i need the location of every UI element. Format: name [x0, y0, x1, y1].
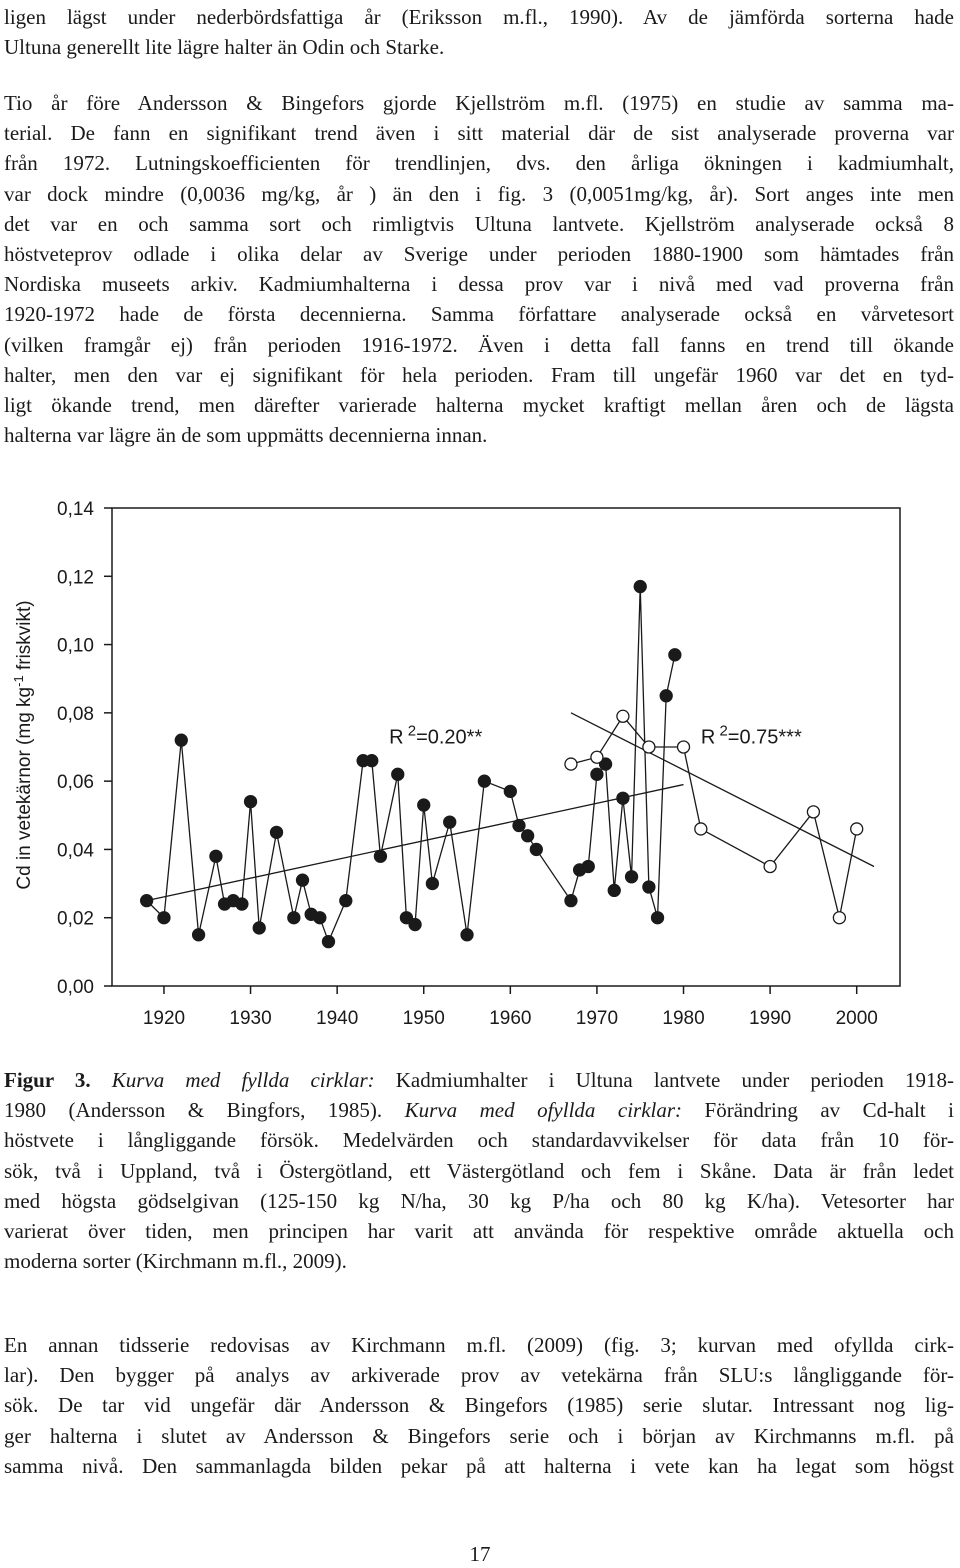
- data-point-filled: [418, 799, 430, 811]
- data-point-open: [591, 751, 603, 763]
- data-point-filled: [158, 912, 170, 924]
- page-number: 17: [469, 1542, 491, 1566]
- data-point-open: [764, 861, 776, 873]
- caption-line: med högsta gödselgivan (125-150 kg N/ha, 30 kg P/ha och 80 kg K/ha). Vetesorter har: [4, 1188, 954, 1213]
- data-point-filled: [504, 785, 516, 797]
- text-line: lar). Den bygger på analys av arkiverade prov av vetekärna från SLU:s långliggande för-: [4, 1363, 954, 1388]
- data-point-open: [695, 823, 707, 835]
- caption-line: sök, två i Uppland, två i Östergötland, ett Västergötland och fem i Skåne. Data är från ledet: [4, 1158, 954, 1183]
- data-point-filled: [522, 830, 534, 842]
- data-point-filled: [565, 895, 577, 907]
- data-point-filled: [652, 912, 664, 924]
- y-tick-label: 0,12: [57, 567, 94, 589]
- r-squared-label: R $^2$=0.75***: [700, 722, 802, 749]
- data-point-filled: [634, 581, 646, 593]
- data-point-filled: [478, 775, 490, 787]
- paragraph-kirchmann: [4, 1330, 954, 1481]
- data-point-filled: [444, 816, 456, 828]
- data-point-filled: [236, 898, 248, 910]
- text-line: ligt ökande trend, men därefter varierade halterna mycket kraftigt mellan åren och de lägsta: [4, 392, 954, 417]
- caption-text: 1980 (Andersson & Bingfors, 1985).: [4, 1098, 405, 1123]
- text-line: ligen lägst under nederbördsfattiga år (Eriksson m.fl., 1990). Av de jämförda sorterna hade: [4, 5, 954, 29]
- text-line: Nordiska museets arkiv. Kadmiumhalterna i dessa prov var i nivå med vad proverna från: [4, 272, 954, 297]
- caption-emphasis: Kurva med fyllda cirklar:: [111, 1068, 375, 1092]
- text-line: Ultuna generellt lite lägre halter än Odin och Starke.: [4, 35, 445, 60]
- data-point-filled: [245, 796, 257, 808]
- figure-caption: [4, 1065, 954, 1276]
- text-line: halterna var lägre än de som uppmätts decennierna innan.: [4, 423, 488, 448]
- data-point-filled: [314, 912, 326, 924]
- data-point-filled: [175, 734, 187, 746]
- text-line: samma nivå. Den sammanlagda bilden pekar på att halterna i vete kan ha legat som högst: [4, 1453, 954, 1478]
- data-point-filled: [210, 850, 222, 862]
- y-tick-label: 0,02: [57, 908, 94, 930]
- data-point-filled: [530, 843, 542, 855]
- x-tick-label: 1930: [229, 1008, 272, 1029]
- data-point-filled: [366, 755, 378, 767]
- text-line: från 1972. Lutningskoefficienten för trendlinjen, dvs. den årliga ökningen i kadmiumhalt,: [4, 151, 954, 176]
- y-tick-label: 0,06: [57, 772, 94, 794]
- caption-line: varierat över tiden, men principen har varit att använda för respektive område aktuella och: [4, 1218, 954, 1243]
- data-point-filled: [626, 871, 638, 883]
- series-lines: [147, 587, 857, 942]
- y-tick-label: 0,10: [57, 635, 94, 657]
- r-squared-label: R $^2$=0.20**: [389, 722, 483, 749]
- data-point-filled: [409, 919, 421, 931]
- x-tick-label: 1970: [575, 1008, 619, 1029]
- text-line: Tio år före Andersson & Bingefors gjorde Kjellström m.fl. (1975) en studie av samma ma-: [4, 91, 954, 115]
- text-line: det var en och samma sort och rimligtvis Ultuna lantvete. Kjellström analyserade också 8: [4, 211, 954, 236]
- data-point-filled: [643, 881, 655, 893]
- data-point-filled: [660, 690, 672, 702]
- text-line: sök. De tar vid ungefär där Andersson & Bingefors (1985) serie slutar. Intressant nog lig-: [4, 1393, 954, 1418]
- y-tick-label: 0,04: [57, 840, 94, 862]
- x-tick-label: 1950: [402, 1008, 445, 1029]
- data-point-filled: [608, 884, 620, 896]
- paragraph-intro: [4, 2, 954, 62]
- trendline: [147, 785, 684, 901]
- data-point-filled: [322, 936, 334, 948]
- caption-emphasis: Kurva med ofyllda cirklar:: [404, 1098, 683, 1123]
- y-axis-label: Cd in vetekärnor (mg $kg^{-1}$ friskvikt): [11, 600, 35, 890]
- caption-line: [4, 1065, 954, 1095]
- data-point-filled: [374, 850, 386, 862]
- text-line: terial. De fann en signifikant trend även i sitt material där de sist analyserade proverna var: [4, 121, 954, 146]
- data-point-filled: [426, 878, 438, 890]
- caption-label: Figur 3.: [4, 1068, 91, 1092]
- data-point-filled: [582, 861, 594, 873]
- y-tick-label: 0,00: [57, 977, 94, 998]
- text-line: (vilken framgår ej) från perioden 1916-1972. Även i detta fall fanns en trend till ökande: [4, 332, 954, 357]
- data-point-filled: [513, 820, 525, 832]
- data-point-open: [833, 912, 845, 924]
- x-tick-label: 1920: [142, 1008, 186, 1029]
- series-points: [141, 581, 863, 948]
- caption-line: moderna sorter (Kirchmann m.fl., 2009).: [4, 1249, 347, 1274]
- caption-text: Förändring av Cd-halt i: [682, 1098, 954, 1123]
- caption-line: [4, 1095, 954, 1125]
- paragraph-kjellstrom: [4, 88, 954, 450]
- data-point-filled: [669, 649, 681, 661]
- text-line: höstveteprov odlade i olika delar av Sverige under perioden 1880-1900 som hämtades från: [4, 241, 954, 266]
- x-tick-label: 2000: [835, 1008, 878, 1029]
- data-point-filled: [141, 895, 153, 907]
- series-line: [147, 587, 675, 942]
- text-line: En annan tidsserie redovisas av Kirchmann m.fl. (2009) (fig. 3; kurvan med ofyllda cirk-: [4, 1333, 954, 1357]
- data-point-filled: [392, 768, 404, 780]
- data-point-filled: [340, 895, 352, 907]
- text-line: var dock mindre (0,0036 mg/kg, år ) än den i fig. 3 (0,0051mg/kg, år). Sort anges inte men: [4, 181, 954, 206]
- data-point-filled: [193, 929, 205, 941]
- y-tick-label: 0,14: [57, 499, 94, 520]
- x-axis: [143, 986, 878, 1029]
- data-point-filled: [461, 929, 473, 941]
- text-line: 1920-1972 hade de första decennierna. Samma författare analyserade också en vårvetesort: [4, 302, 954, 327]
- cadmium-chart: [0, 480, 960, 1040]
- caption-line: höstvete i långliggande försök. Medelvärden och standardavvikelser för data från 10 för-: [4, 1128, 954, 1153]
- annotations: [389, 723, 802, 749]
- data-point-open: [565, 758, 577, 770]
- data-point-filled: [253, 922, 265, 934]
- text-line: halter, men den var ej signifikant för hela perioden. Fram till ungefär 1960 var det en tyd-: [4, 362, 954, 387]
- text-line: ger halterna i slutet av Andersson & Bingefors serie och i början av Kirchmanns m.fl. på: [4, 1423, 954, 1448]
- x-tick-label: 1960: [489, 1008, 532, 1029]
- data-point-open: [851, 823, 863, 835]
- caption-text: Kadmiumhalter i Ultuna lantvete under perioden 1918-: [374, 1068, 954, 1092]
- x-tick-label: 1940: [316, 1008, 359, 1029]
- data-point-filled: [288, 912, 300, 924]
- data-point-filled: [591, 768, 603, 780]
- data-point-filled: [271, 826, 283, 838]
- y-axis: [57, 499, 112, 998]
- data-point-filled: [617, 792, 629, 804]
- data-point-open: [643, 741, 655, 753]
- y-tick-label: 0,08: [57, 703, 94, 725]
- x-tick-label: 1990: [748, 1008, 792, 1029]
- data-point-filled: [297, 874, 309, 886]
- x-tick-label: 1980: [662, 1008, 705, 1029]
- data-point-open: [678, 741, 690, 753]
- data-point-open: [617, 710, 629, 722]
- data-point-open: [807, 806, 819, 818]
